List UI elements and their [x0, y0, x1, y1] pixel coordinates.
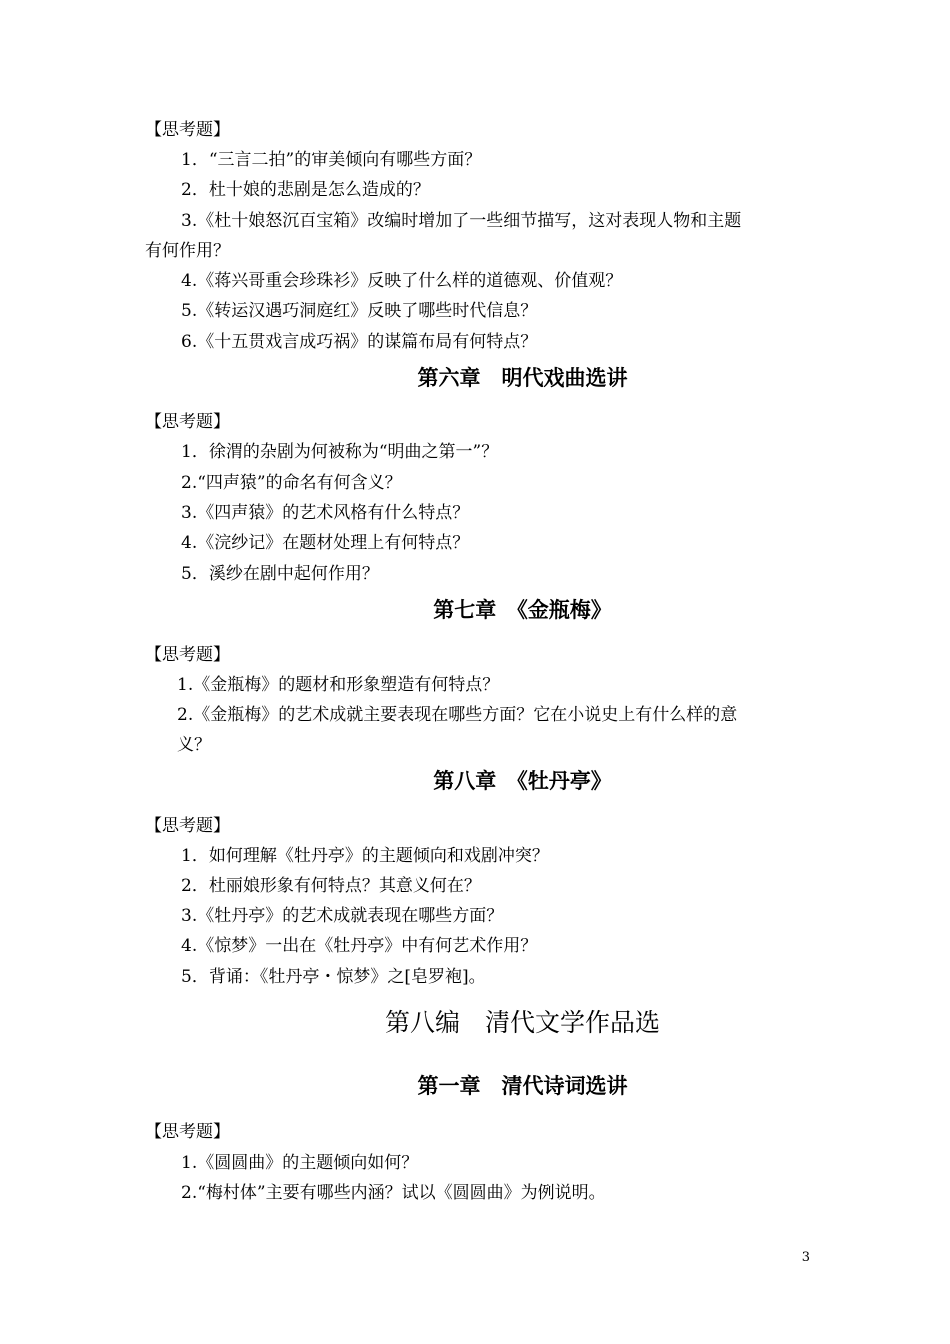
- question-item: 4.《蒋兴哥重会珍珠衫》反映了什么样的道德观、价值观？: [181, 271, 623, 291]
- section-label: 【思考题】: [145, 412, 230, 432]
- question-item: 5.《转运汉遇巧洞庭红》反映了哪些时代信息？: [181, 301, 538, 321]
- question-item: 1.《金瓶梅》的题材和形象塑造有何特点？: [177, 675, 500, 695]
- question-item: 5．背诵：《牡丹亭・惊梦》之[皂罗袍]。: [181, 967, 486, 987]
- question-item: 2.“四声猿”的命名有何含义？: [181, 473, 402, 493]
- section-label: 【思考题】: [145, 645, 230, 665]
- chapter-heading: 第六章 明代戏曲选讲: [417, 366, 628, 390]
- question-item: 3.《杜十娘怒沉百宝箱》改编时增加了一些细节描写，这对表现人物和主题: [181, 211, 742, 231]
- question-item: 1.《圆圆曲》的主题倾向如何？: [181, 1153, 419, 1173]
- question-item: 3.《四声猿》的艺术风格有什么特点？: [181, 503, 470, 523]
- chapter-heading: 第八章 《牡丹亭》: [433, 769, 612, 793]
- question-item: 5．溪纱在剧中起何作用？: [181, 564, 379, 584]
- question-item: 3.《牡丹亭》的艺术成就表现在哪些方面？: [181, 906, 504, 926]
- question-item: 2．杜十娘的悲剧是怎么造成的？: [181, 180, 430, 200]
- question-item: 1．如何理解《牡丹亭》的主题倾向和戏剧冲突？: [181, 846, 549, 866]
- question-item: 1．徐渭的杂剧为何被称为“明曲之第一”？: [181, 442, 499, 462]
- question-item: 2.《金瓶梅》的艺术成就主要表现在哪些方面？它在小说史上有什么样的意: [177, 705, 738, 725]
- chapter-heading: 第七章 《金瓶梅》: [433, 598, 612, 622]
- chapter-heading: 第一章 清代诗词选讲: [417, 1074, 628, 1098]
- question-item: 2.“梅村体”主要有哪些内涵？试以《圆圆曲》为例说明。: [181, 1183, 606, 1203]
- section-label: 【思考题】: [145, 1122, 230, 1142]
- question-item: 1．“三言二拍”的审美倾向有哪些方面？: [181, 150, 482, 170]
- question-item: 4.《惊梦》一出在《牡丹亭》中有何艺术作用？: [181, 936, 538, 956]
- question-item: 6.《十五贯戏言成巧祸》的谋篇布局有何特点？: [181, 332, 538, 352]
- section-label: 【思考题】: [145, 816, 230, 836]
- page-number: 3: [801, 1250, 810, 1265]
- question-item-continuation: 义？: [177, 735, 211, 755]
- question-item: 2．杜丽娘形象有何特点？其意义何在？: [181, 876, 481, 896]
- section-label: 【思考题】: [145, 120, 230, 140]
- question-item: 4.《浣纱记》在题材处理上有何特点？: [181, 533, 470, 553]
- part-title: 第八编 清代文学作品选: [384, 1008, 660, 1037]
- question-item-continuation: 有何作用？: [145, 241, 230, 261]
